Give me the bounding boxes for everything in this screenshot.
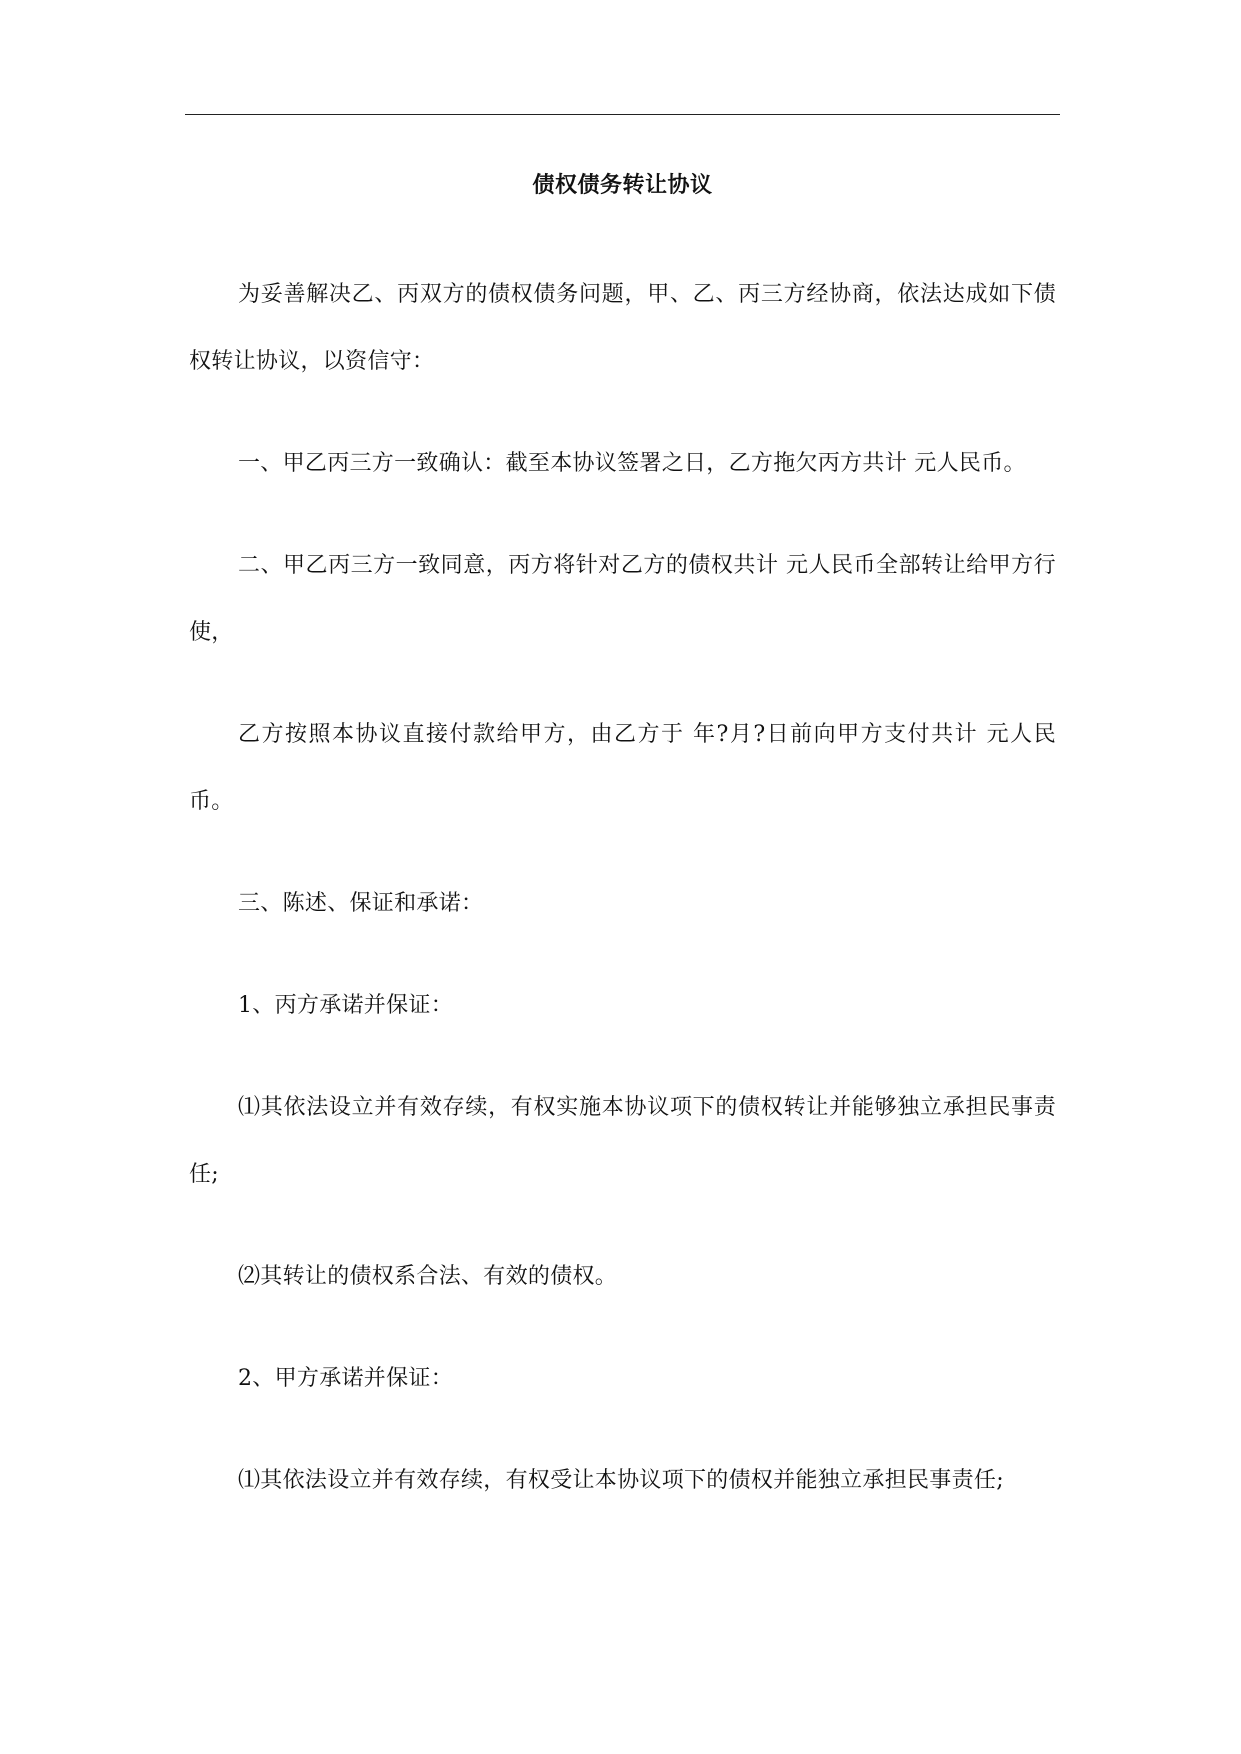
paragraph-party-c-heading: 1、丙方承诺并保证： — [238, 993, 453, 1018]
paragraph-party-c-item-2: ⑵其转让的债权系合法、有效的债权。 — [238, 1264, 618, 1289]
paragraph-intro: 为妥善解决乙、丙双方的债权债务问题，甲、乙、丙三方经协商，依法达成如下债权转让协议，以资信守： — [189, 282, 1056, 374]
document-body — [189, 261, 1056, 1549]
paragraph-clause-1: 一、甲乙丙三方一致确认：截至本协议签署之日，乙方拖欠丙方共计 元人民币。 — [238, 451, 1026, 476]
paragraph-clause-2: 二、甲乙丙三方一致同意，丙方将针对乙方的债权共计 元人民币全部转让给甲方行使， — [189, 553, 1056, 645]
paragraph-party-c-item-1: ⑴其依法设立并有效存续，有权实施本协议项下的债权转让并能够独立承担民事责任; — [189, 1095, 1056, 1187]
document-title: 债权债务转让协议 — [532, 172, 713, 198]
header-rule — [185, 114, 1060, 115]
paragraph-payment: 乙方按照本协议直接付款给甲方，由乙方于 年?月?日前向甲方支付共计 元人民币。 — [189, 722, 1056, 814]
paragraph-party-a-heading: 2、甲方承诺并保证： — [238, 1366, 453, 1391]
paragraph-party-a-item-1: ⑴其依法设立并有效存续，有权受让本协议项下的债权并能独立承担民事责任; — [238, 1468, 1004, 1493]
paragraph-clause-3-heading: 三、陈述、保证和承诺： — [238, 891, 484, 916]
